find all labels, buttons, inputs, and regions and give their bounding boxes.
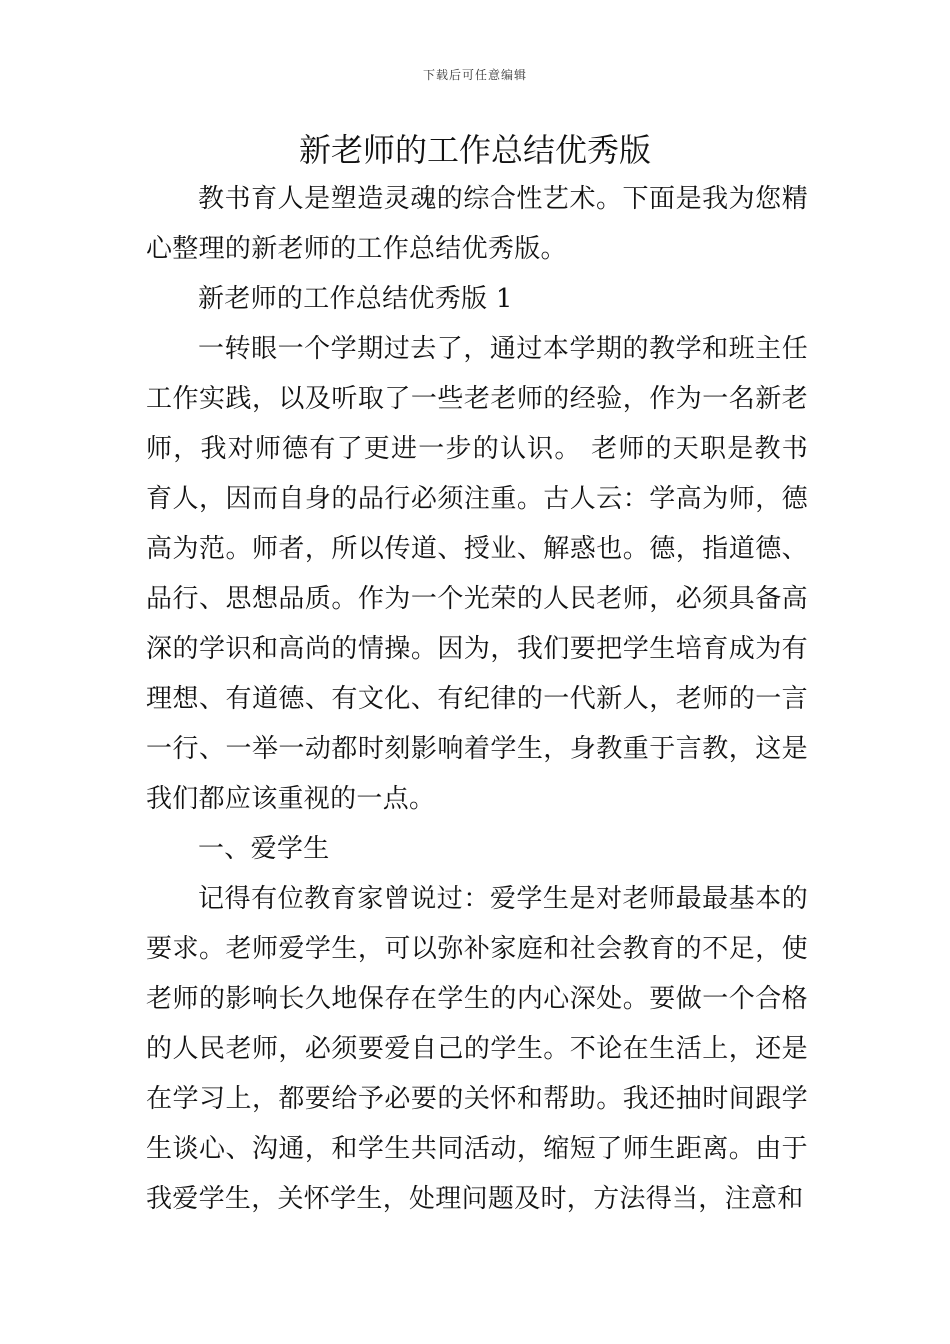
intro-paragraph: 教书育人是塑造灵魂的综合性艺术。下面是我为您精心整理的新老师的工作总结优秀版。 [146,184,808,264]
subsection-heading-love-students: 一、爱学生 [198,834,330,864]
document-title: 新老师的工作总结优秀版 [298,131,651,169]
body-paragraph: 记得有位教育家曾说过：爱学生是对老师最最基本的要求。老师爱学生，可以弥补家庭和社会教育的不足，使老师的影响长久地保存在学生的内心深处。要做一个合格的人民老师，必须要爱自己的学生。不论在生活上，还是在学习上，都要给予必要的关怀和帮助。我还抽时间跟学生谈心、沟通，和学生共同活动，缩短了师生距离。由于我爱学生，关怀学生，处理问题及时，方法得当，注意和 [146,884,808,1214]
section-heading-1: 新老师的工作总结优秀版 1 [198,284,513,314]
body-paragraph: 一转眼一个学期过去了，通过本学期的教学和班主任工作实践，以及听取了一些老老师的经验，作为一名新老师，我对师德有了更进一步的认识。 老师的天职是教书育人，因而自身的品行必须注重。古人云：学高为师，德高为范。师者，所以传道、授业、解惑也。德，指道德、品行、思想品质。作为一个光荣的人民老师，必须具备高深的学识和高尚的情操。因为，我们要把学生培育成为有理想、有道德、有文化、有纪律的一代新人，老师的一言一行、一举一动都时刻影响着学生，身教重于言教，这是我们都应该重视的一点。 [146,334,808,814]
document-body [146,174,808,1224]
header-note: 下载后可任意编辑 [422,68,527,82]
